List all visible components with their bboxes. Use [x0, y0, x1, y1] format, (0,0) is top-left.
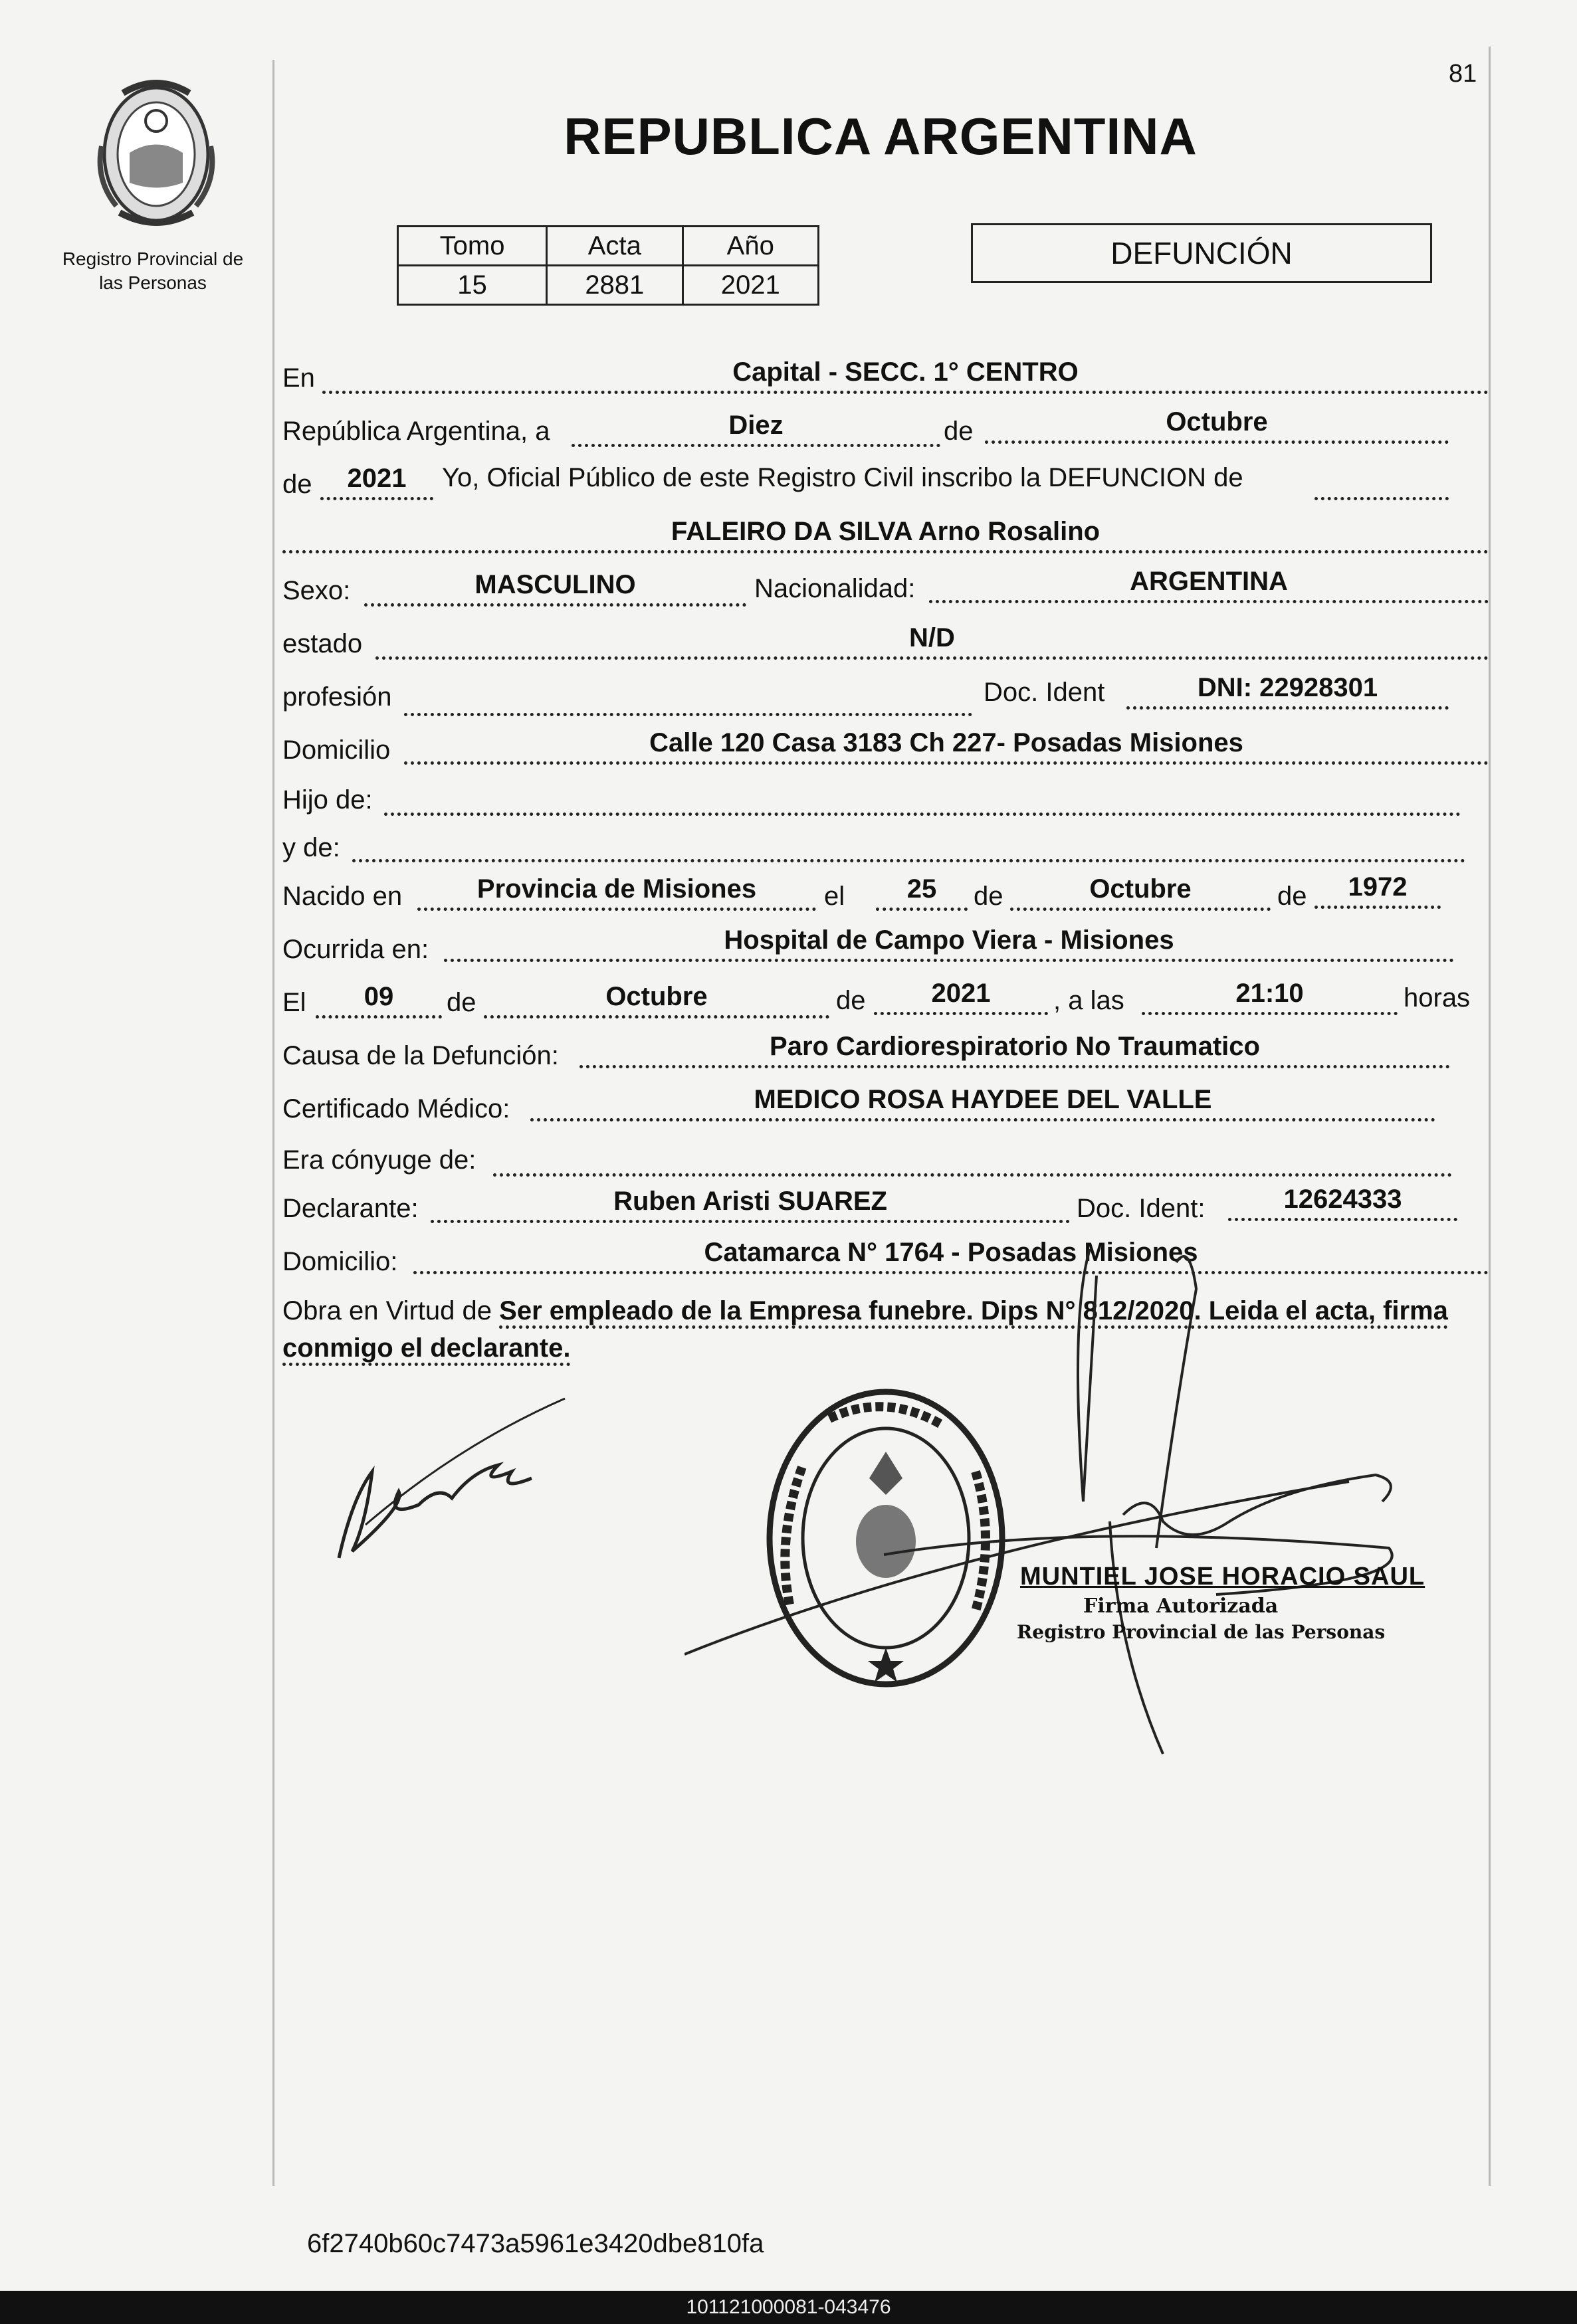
acta-header-acta: Acta — [547, 227, 683, 266]
document-hash: 6f2740b60c7473a5961e3420dbe810fa — [307, 2229, 764, 2258]
label-causa: Causa de la Defunción: — [282, 1041, 559, 1070]
label-de-6: de — [836, 986, 866, 1015]
field-ocurrida-en: Hospital de Campo Viera - Misiones — [444, 927, 1454, 962]
label-conyuge: Era cónyuge de: — [282, 1145, 476, 1175]
label-domicilio-declarante: Domicilio: — [282, 1247, 398, 1276]
label-doc-ident: Doc. Ident — [984, 678, 1105, 707]
field-declarante-doc: 12624333 — [1228, 1186, 1457, 1221]
field-sexo: MASCULINO — [364, 571, 746, 607]
field-nac-mes: Octubre — [1010, 876, 1271, 911]
field-anio: 2021 — [320, 465, 433, 500]
signatory-org: Registro Provincial de las Personas — [1017, 1621, 1386, 1643]
acta-value-acta: 2881 — [547, 266, 683, 305]
label-de-4: de — [1277, 882, 1307, 911]
label-sexo: Sexo: — [282, 576, 351, 605]
record-type-box: DEFUNCIÓN — [971, 223, 1432, 283]
field-certificado: MEDICO ROSA HAYDEE DEL VALLE — [530, 1086, 1435, 1121]
official-signature — [684, 1236, 1429, 1767]
label-declarante: Declarante: — [282, 1194, 419, 1223]
field-nac-anio: 1972 — [1314, 874, 1441, 909]
label-de-1: de — [944, 417, 974, 446]
field-blank-yo — [1314, 465, 1449, 500]
field-declarante: Ruben Aristi SUAREZ — [431, 1188, 1070, 1223]
field-mes: Octubre — [985, 409, 1449, 444]
label-de-3: de — [974, 882, 1003, 911]
label-nacido-en: Nacido en — [282, 882, 403, 911]
signatory-role: Firma Autorizada — [1083, 1595, 1279, 1618]
field-domicilio: Calle 120 Casa 3183 Ch 227- Posadas Misiones — [404, 729, 1489, 765]
field-causa: Paro Cardiorespiratorio No Traumatico — [579, 1033, 1450, 1068]
field-hijo-de — [384, 781, 1461, 816]
field-def-anio: 2021 — [874, 980, 1048, 1015]
acta-value-anio: 2021 — [683, 266, 818, 305]
field-lugar: Capital - SECC. 1° CENTRO — [322, 359, 1489, 394]
registry-caption-line2: las Personas — [99, 272, 207, 293]
field-declarante-domicilio: Catamarca N° 1764 - Posadas Misiones — [413, 1239, 1489, 1274]
acta-header-row — [398, 227, 819, 266]
acta-value-row — [398, 266, 819, 305]
field-profesion — [404, 681, 972, 716]
label-de-2: de — [282, 470, 312, 499]
label-a-las: , a las — [1053, 986, 1124, 1015]
registry-caption-line1: Registro Provincial de — [62, 248, 244, 269]
label-doc-ident-declarante: Doc. Ident: — [1077, 1194, 1206, 1223]
label-republica: República Argentina, a — [282, 417, 550, 446]
label-de-5: de — [447, 988, 476, 1017]
field-doc-ident: DNI: 22928301 — [1126, 674, 1449, 710]
declarant-signature-icon — [326, 1392, 578, 1565]
label-ocurrida-en: Ocurrida en: — [282, 935, 429, 964]
emblem-icon — [83, 73, 229, 233]
barcode-bar — [0, 2291, 1577, 2324]
right-margin-line — [1489, 47, 1491, 2186]
left-margin-line — [272, 60, 274, 2186]
acta-table — [397, 225, 819, 306]
label-y-de: y de: — [282, 833, 340, 862]
acta-header-anio: Año — [683, 227, 818, 266]
label-yo-text: Yo, Oficial Público de este Registro Civil inscribo la DEFUNCION de — [442, 463, 1243, 492]
field-estado: N/D — [375, 625, 1489, 660]
label-hijo-de: Hijo de: — [282, 785, 373, 815]
field-def-mes: Octubre — [484, 983, 829, 1018]
field-conyuge — [493, 1141, 1452, 1177]
page-title: REPUBLICA ARGENTINA — [564, 107, 1198, 165]
signatory-name: MUNTIEL JOSE HORACIO SAUL — [1020, 1563, 1425, 1591]
label-domicilio: Domicilio — [282, 735, 391, 765]
label-obra: Obra en Virtud de — [282, 1296, 492, 1325]
field-y-de — [352, 827, 1465, 862]
label-nacionalidad: Nacionalidad: — [754, 574, 916, 603]
field-nombre: FALEIRO DA SILVA Arno Rosalino — [282, 518, 1489, 553]
acta-header-tomo: Tomo — [398, 227, 547, 266]
label-estado: estado — [282, 629, 363, 658]
field-dia-letras: Diez — [572, 412, 940, 447]
official-signature-icon — [684, 1236, 1429, 1767]
label-el-cap: El — [282, 988, 306, 1017]
field-def-dia: 09 — [316, 983, 442, 1018]
label-profesion: profesión — [282, 682, 392, 712]
barcode-text: 101121000081-043476 — [686, 2296, 891, 2318]
acta-value-tomo: 15 — [398, 266, 547, 305]
province-emblem — [83, 73, 229, 233]
field-obra-virtud: Ser empleado de la Empresa funebre. Dips N° 812/2020. Leida el acta, firma conmigo el declarante. — [282, 1296, 1448, 1366]
label-en: En — [282, 363, 315, 393]
field-hora: 21:10 — [1142, 980, 1398, 1015]
page-number: 81 — [1449, 60, 1477, 88]
label-certificado: Certificado Médico: — [282, 1094, 510, 1123]
field-nacido-en: Provincia de Misiones — [417, 876, 816, 911]
registry-caption — [40, 247, 266, 295]
label-horas: horas — [1404, 983, 1471, 1013]
declarant-signature — [326, 1392, 578, 1565]
label-el: el — [824, 882, 845, 911]
field-nacionalidad: ARGENTINA — [929, 568, 1489, 603]
field-nac-dia: 25 — [876, 876, 968, 911]
